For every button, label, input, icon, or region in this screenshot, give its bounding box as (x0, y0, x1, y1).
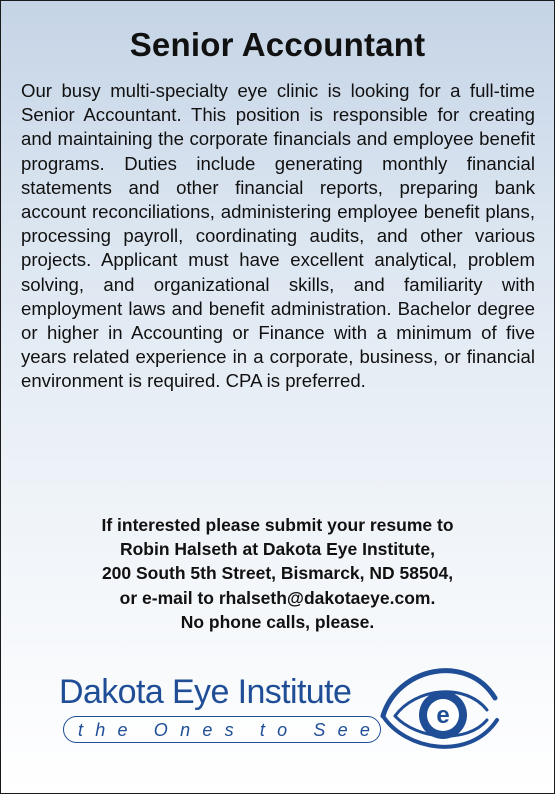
tagline-letter: t (78, 719, 84, 740)
tagline-letter: e (337, 719, 348, 740)
tagline-letter: O (153, 719, 168, 740)
tagline-letter: o (277, 719, 288, 740)
tagline-letter: e (359, 719, 370, 740)
logo-name: Dakota Eye Institute (59, 673, 352, 711)
contact-line: If interested please submit your resume to (101, 515, 454, 535)
job-description: Our busy multi-specialty eye clinic is looking for a full-time Senior Accountant. This position is responsible for creating and maintaining the corporate financials and employee benefit programs. Duties include generating monthly financial statements and other financial reports, preparing bank account reconciliations, administering employee benefit plans, processing payroll, coordinating audits, and other various projects. Applicant must have excellent analytical, problem solving, and organizational skills, and familiarity with employment laws and benefit administration. Bachelor degree or higher in Accounting or Finance with a minimum of five years related experience in a corporate, business, or financial environment is required. CPA is preferred. (21, 80, 535, 392)
contact-line: No phone calls, please. (180, 611, 375, 632)
tagline-letter: s (224, 719, 234, 740)
logo-tagline (63, 716, 381, 743)
contact-line: Robin Halseth at Dakota Eye Institute, (119, 539, 436, 560)
contact-info (1, 513, 554, 634)
contact-email-line: or e-mail to rhalseth@dakotaeye.com. (119, 587, 436, 608)
contact-line: 200 South 5th Street, Bismarck, ND 58504, (101, 563, 454, 584)
tagline-letter: e (117, 719, 128, 740)
ad-title: Senior Accountant (129, 26, 426, 63)
eye-icon (377, 658, 501, 762)
tagline-letter: e (202, 719, 213, 740)
dakota-eye-logo (59, 656, 504, 766)
tagline-letter: t (259, 719, 265, 740)
tagline-letter: S (313, 719, 326, 740)
emblem-letter: e (436, 702, 450, 729)
tagline-letter: n (180, 719, 191, 740)
tagline-letter: h (95, 719, 106, 740)
